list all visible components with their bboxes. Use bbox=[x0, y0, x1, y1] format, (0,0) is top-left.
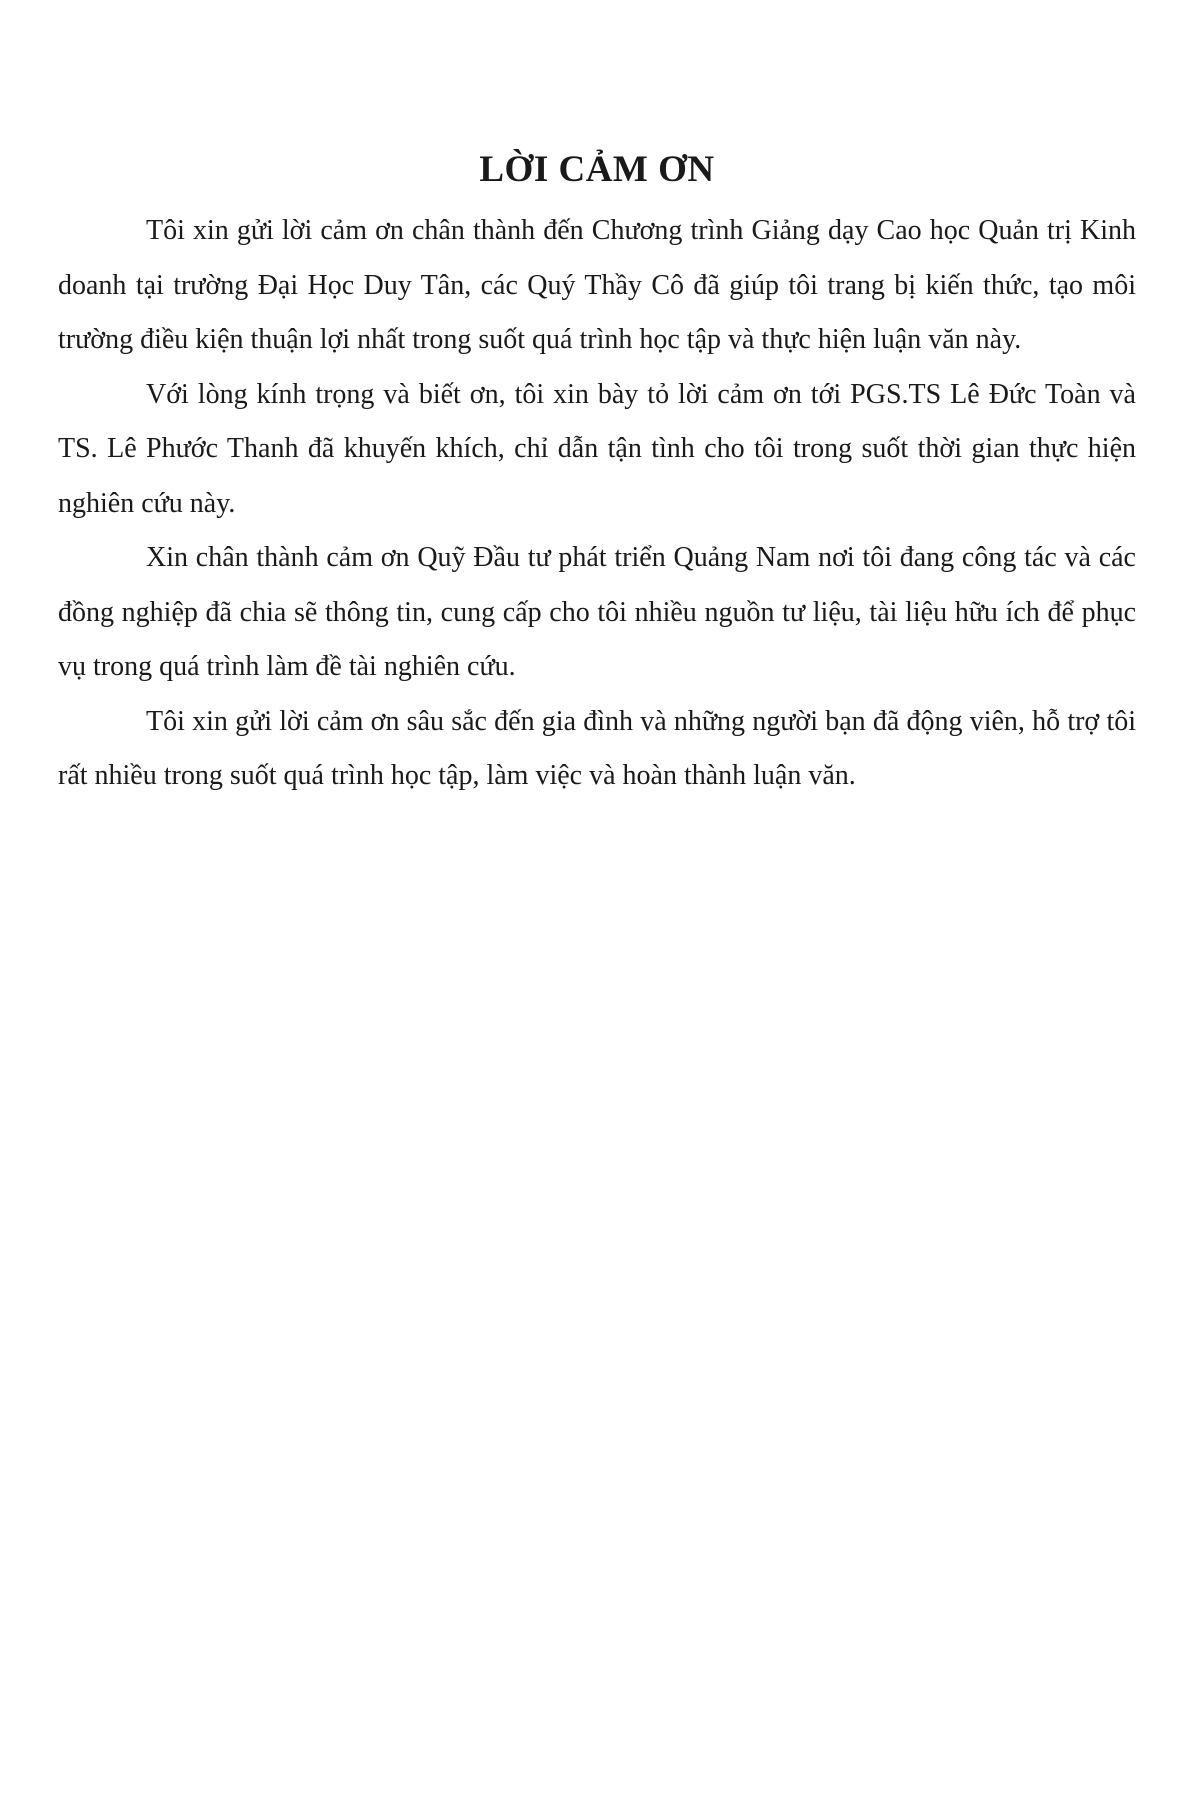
paragraph-1: Tôi xin gửi lời cảm ơn chân thành đến Chương trình Giảng dạy Cao học Quản trị Kinh doanh tại trường Đại Học Duy Tân, các Quý Thầy Cô đã giúp tôi trang bị kiến thức, tạo môi trường điều kiện thuận lợi nhất trong suốt quá trình học tập và thực hiện luận văn này. bbox=[58, 215, 1136, 355]
page-title: LỜI CẢM ƠN bbox=[479, 149, 715, 190]
document-body bbox=[58, 140, 1136, 804]
paragraph-4: Tôi xin gửi lời cảm ơn sâu sắc đến gia đình và những người bạn đã động viên, hỗ trợ tôi rất nhiều trong suốt quá trình học tập, làm việc và hoàn thành luận văn. bbox=[58, 705, 1136, 791]
paragraph-3: Xin chân thành cảm ơn Quỹ Đầu tư phát triển Quảng Nam nơi tôi đang công tác và các đồng nghiệp đã chia sẽ thông tin, cung cấp cho tôi nhiều nguồn tư liệu, tài liệu hữu ích để phục vụ trong quá trình làm đề tài nghiên cứu. bbox=[58, 542, 1136, 682]
paragraph-2: Với lòng kính trọng và biết ơn, tôi xin bày tỏ lời cảm ơn tới PGS.TS Lê Đức Toàn và TS. Lê Phước Thanh đã khuyến khích, chỉ dẫn tận tình cho tôi trong suốt thời gian thực hiện nghiên cứu này. bbox=[58, 378, 1136, 519]
